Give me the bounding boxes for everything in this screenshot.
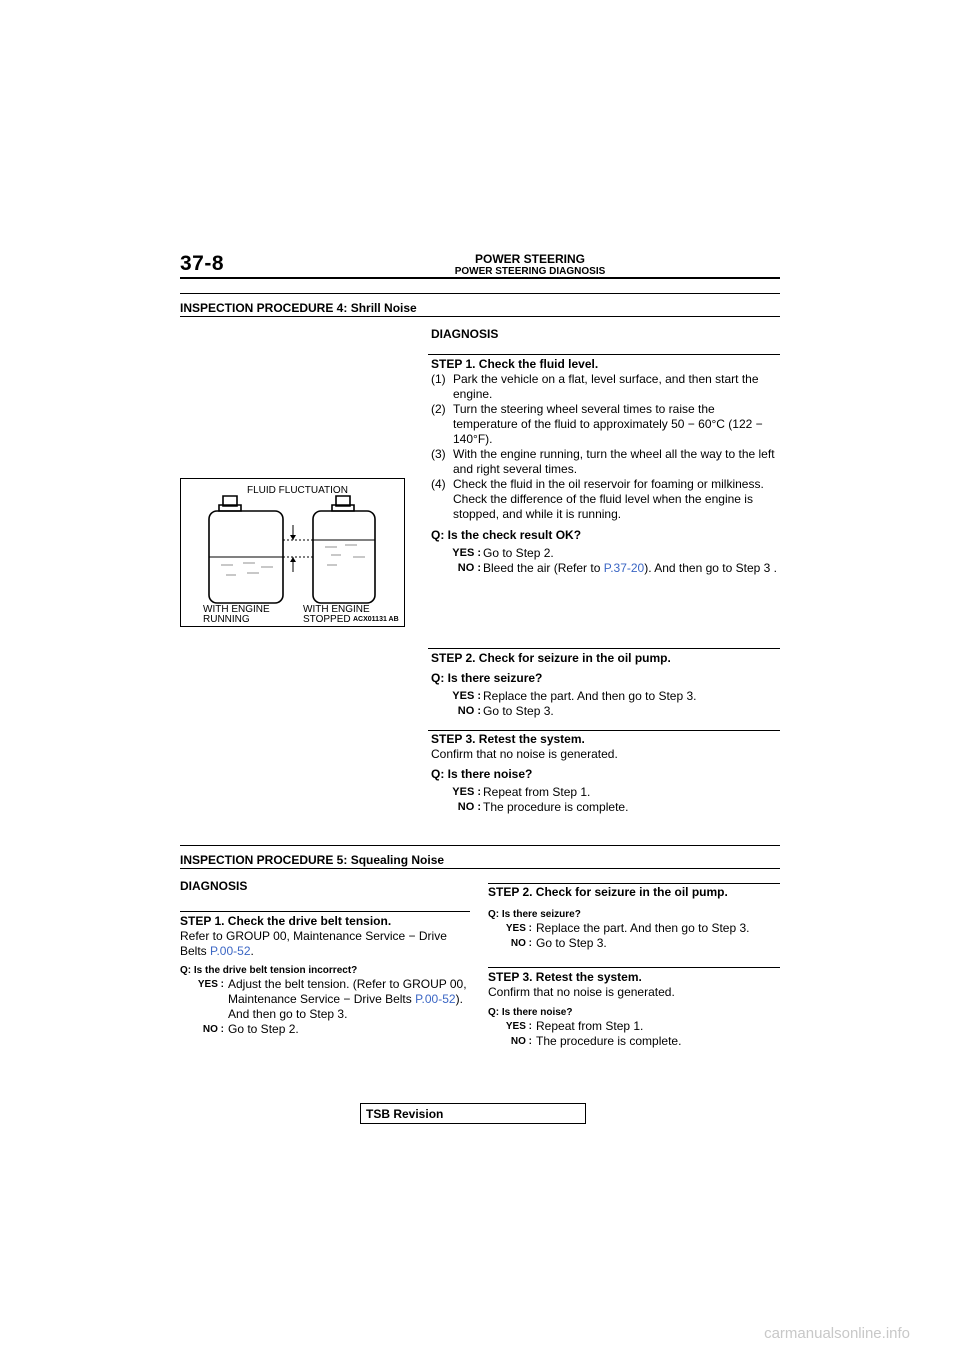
p5-step3-heading: STEP 3. Retest the system. bbox=[488, 970, 642, 984]
link-p00-52[interactable]: P.00-52 bbox=[210, 944, 251, 958]
p5-step2-no: NO : Go to Step 3. bbox=[510, 936, 607, 950]
p4-step1-rule bbox=[428, 354, 780, 355]
p5-step2-heading: STEP 2. Check for seizure in the oil pump. bbox=[488, 885, 728, 899]
proc4-title-rule bbox=[180, 316, 780, 317]
proc4-diagnosis: DIAGNOSIS bbox=[431, 327, 499, 341]
p5-step1-body: Refer to GROUP 00, Maintenance Service − Drive Belts P.00-52. bbox=[180, 929, 447, 958]
p5-step1-heading: STEP 1. Check the drive belt tension. bbox=[180, 914, 392, 928]
p5-step1-rule bbox=[180, 911, 470, 912]
figure-code: ACX01131 AB bbox=[353, 616, 399, 623]
p5-step1-question: Q: Is the drive belt tension incorrect? bbox=[180, 965, 358, 976]
p5-step1-no: NO : Go to Step 2. bbox=[202, 1022, 299, 1036]
figure-left-label: WITH ENGINE RUNNING bbox=[203, 604, 270, 625]
p5-step2-rule bbox=[488, 883, 780, 884]
p4-step1-heading: STEP 1. Check the fluid level. bbox=[431, 357, 599, 371]
p4-step1-question: Q: Is the check result OK? bbox=[431, 528, 582, 542]
p4-step3-rule bbox=[428, 730, 780, 731]
watermark: carmanualsonline.info bbox=[764, 1325, 910, 1342]
p5-step3-question: Q: Is there noise? bbox=[488, 1007, 573, 1018]
proc5-top-rule bbox=[180, 845, 780, 846]
figure-title: FLUID FLUCTUATION bbox=[247, 485, 348, 496]
proc4-top-rule bbox=[180, 293, 780, 294]
p4-step3-heading: STEP 3. Retest the system. bbox=[431, 732, 585, 746]
tsb-revision-box: TSB Revision bbox=[360, 1103, 586, 1124]
p4-step3-yes: YES : Repeat from Step 1. bbox=[452, 785, 591, 799]
link-p37-20[interactable]: P.37-20 bbox=[603, 561, 645, 575]
link-p00-52[interactable]: P.00-52 bbox=[415, 992, 456, 1006]
proc5-diagnosis: DIAGNOSIS bbox=[180, 879, 248, 893]
proc5-title: INSPECTION PROCEDURE 5: Squealing Noise bbox=[180, 853, 445, 867]
p4-step1-yes: YES : Go to Step 2. bbox=[452, 546, 554, 560]
p4-step1-no: NO : Bleed the air (Refer to P.37-20). And then go to Step 3 . bbox=[457, 561, 777, 575]
p5-step3 bbox=[488, 970, 780, 1049]
p4-step2-yes: YES : Replace the part. And then go to Step 3. bbox=[452, 689, 697, 703]
p5-step3-body: Confirm that no noise is generated. bbox=[488, 985, 675, 999]
p4-step2-rule bbox=[428, 648, 780, 649]
p4-step1-item: (4) Check the fluid in the oil reservoir for foaming or milkiness. Check the difference of the fluid level when the engine is stopped, and while it is running. bbox=[431, 477, 764, 521]
p5-step1-yes: YES : Adjust the belt tension. (Refer to GROUP 00, Maintenance Service − Drive Belts P.00-52). And then go to Step 3. bbox=[197, 977, 467, 1021]
p5-step3-rule bbox=[488, 967, 780, 968]
section-title: POWER STEERING bbox=[474, 252, 585, 266]
p5-step3-yes: YES : Repeat from Step 1. bbox=[505, 1019, 644, 1033]
figure-right-label: WITH ENGINE STOPPED bbox=[303, 604, 370, 625]
fluid-fluctuation-figure bbox=[180, 478, 405, 627]
p5-step3-no: NO : The procedure is complete. bbox=[510, 1034, 682, 1048]
proc5-title-rule bbox=[180, 868, 780, 869]
p4-step2-no: NO : Go to Step 3. bbox=[457, 704, 554, 718]
p4-step3-question: Q: Is there noise? bbox=[431, 767, 533, 781]
p5-step2-yes: YES : Replace the part. And then go to Step 3. bbox=[505, 921, 750, 935]
p4-step1-item: (3) With the engine running, turn the wheel all the way to the left and right several times. bbox=[431, 447, 775, 476]
header-rule bbox=[180, 277, 780, 279]
page-number: 37-8 bbox=[180, 252, 225, 275]
p4-step2 bbox=[431, 651, 777, 719]
p4-step1 bbox=[431, 357, 777, 576]
p4-step2-heading: STEP 2. Check for seizure in the oil pump. bbox=[431, 651, 671, 665]
p4-step1-item: (2) Turn the steering wheel several times to raise the temperature of the fluid to approximately 50 − 60°C (122 − 140°F). bbox=[431, 402, 763, 446]
p5-step2-question: Q: Is there seizure? bbox=[488, 909, 581, 920]
p4-step3 bbox=[431, 732, 777, 815]
p5-step2 bbox=[488, 885, 780, 951]
p4-step2-question: Q: Is there seizure? bbox=[431, 671, 543, 685]
p4-step3-no: NO : The procedure is complete. bbox=[457, 800, 629, 814]
p5-step1 bbox=[180, 914, 470, 1037]
section-subtitle: POWER STEERING DIAGNOSIS bbox=[454, 266, 606, 277]
p4-step3-body: Confirm that no noise is generated. bbox=[431, 747, 618, 761]
proc4-title: INSPECTION PROCEDURE 4: Shrill Noise bbox=[180, 301, 417, 315]
p4-step1-item: (1) Park the vehicle on a flat, level surface, and then start the engine. bbox=[431, 372, 759, 401]
